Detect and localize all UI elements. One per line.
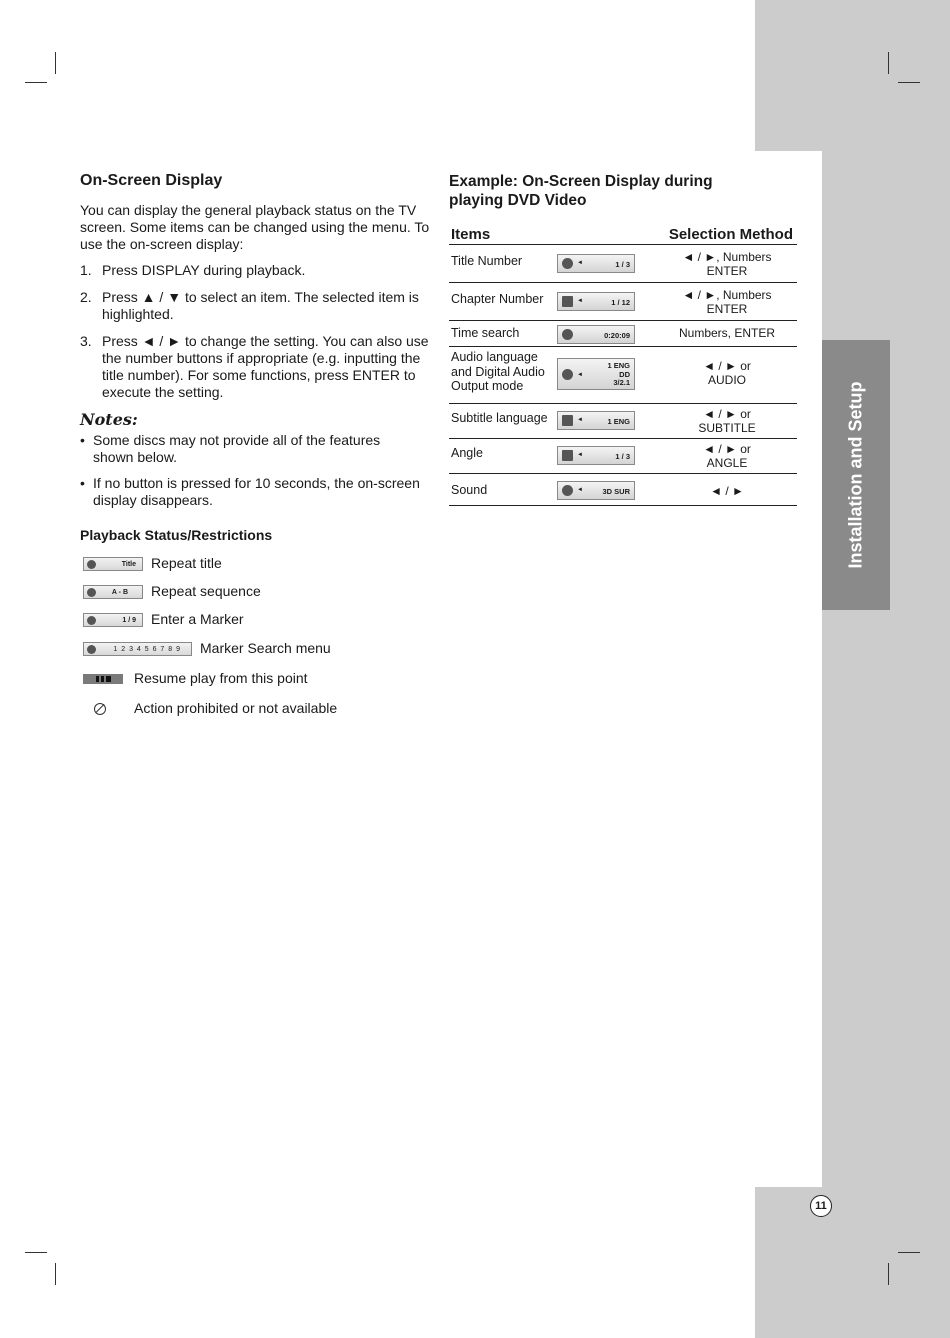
osd-preview: ◄ 1 / 3: [557, 254, 635, 273]
section-title: On-Screen Display: [80, 172, 223, 189]
osd-preview: ◄ 3D SUR: [557, 481, 635, 500]
crop-mark: [888, 1263, 889, 1285]
notes-title: Notes:: [80, 410, 138, 429]
arrow-left-icon: ◄: [577, 260, 583, 266]
step-number: 2.: [80, 289, 92, 305]
marker-search-osd: 1 2 3 4 5 6 7 8 9: [83, 642, 192, 656]
item-name: Subtitle language: [451, 411, 548, 425]
table-row: [449, 283, 797, 321]
status-section-title: Playback Status/Restrictions: [80, 527, 273, 543]
table-row: [449, 439, 797, 474]
selection-method: Numbers, ENTER: [678, 326, 776, 340]
prohibited-icon: [94, 703, 106, 715]
crop-mark: [25, 82, 47, 83]
osd-preview: ◄ 1 ENG DD 3/2.1: [557, 358, 635, 390]
step-text: Press DISPLAY during playback.: [102, 262, 306, 278]
step-text: Press ▲ / ▼ to select an item. The selected item is highlighted.: [102, 289, 419, 322]
arrow-left-icon: ◄: [577, 417, 583, 423]
crop-mark: [55, 52, 56, 74]
note-item: [80, 475, 420, 509]
section-tab-label: Installation and Setup: [845, 381, 866, 569]
chapter-icon: [562, 296, 573, 307]
step-text: Press ◄ / ► to change the setting. You can also use the number buttons if appropriate (e.g. inputting the title number). For some functions, press ENTER to execute the setting.: [102, 333, 429, 400]
crop-mark: [55, 1263, 56, 1285]
table-header: [449, 226, 797, 245]
column-header-method: Selection Method: [668, 226, 793, 243]
status-label: Resume play from this point: [134, 670, 308, 686]
selection-method: ◄ / ►, Numbers ENTER: [682, 288, 772, 316]
osd-preview: ◄ 1 / 12: [557, 292, 635, 311]
section-tab: [822, 340, 890, 610]
step-number: 1.: [80, 262, 92, 278]
resume-icon: [83, 674, 123, 684]
gray-margin-bottom: [755, 1187, 950, 1338]
audio-icon: [562, 369, 573, 380]
selection-method: ◄ / ► or ANGLE: [703, 442, 751, 470]
marker-icon: [87, 616, 96, 625]
repeat-icon: [87, 560, 96, 569]
repeat-icon: [87, 588, 96, 597]
step-item: [80, 262, 430, 279]
note-text: If no button is pressed for 10 seconds, the on-screen display disappears.: [93, 475, 420, 508]
gray-margin-right: [822, 0, 950, 1338]
selection-method: ◄ / ►: [710, 484, 744, 498]
selection-method: ◄ / ►, Numbers ENTER: [682, 250, 772, 278]
arrow-left-icon: ◄: [577, 298, 583, 304]
osd-preview: ◄ 1 / 3: [557, 446, 635, 465]
status-label: Action prohibited or not available: [134, 700, 338, 716]
status-label: Repeat sequence: [151, 583, 261, 599]
search-icon: [87, 645, 96, 654]
subtitle-icon: [562, 415, 573, 426]
osd-preview: ◄ 1 ENG: [557, 411, 635, 430]
osd-preview: 0:20:09: [557, 325, 635, 344]
table-row: [449, 404, 797, 439]
status-label: Enter a Marker: [151, 611, 244, 627]
repeat-ab-osd: A - B: [83, 585, 143, 599]
notes-list: [80, 432, 420, 518]
item-name: Title Number: [451, 254, 523, 268]
arrow-left-icon: ◄: [577, 487, 583, 493]
item-name: Chapter Number: [451, 292, 544, 306]
repeat-title-osd: Title: [83, 557, 143, 571]
crop-mark: [25, 1252, 47, 1253]
item-name: Sound: [451, 483, 488, 497]
note-text: Some discs may not provide all of the features shown below.: [93, 432, 381, 465]
step-item: [80, 333, 430, 401]
status-label: Marker Search menu: [200, 640, 331, 656]
item-name: Time search: [451, 326, 520, 340]
title-icon: [562, 258, 573, 269]
crop-mark: [898, 1252, 920, 1253]
page-number: 11: [810, 1195, 832, 1217]
step-number: 3.: [80, 333, 92, 349]
angle-icon: [562, 450, 573, 461]
column-header-items: Items: [451, 226, 491, 243]
item-name: Audio language and Digital Audio Output mode: [451, 350, 545, 393]
sound-icon: [562, 485, 573, 496]
crop-mark: [888, 52, 889, 74]
step-item: [80, 289, 430, 323]
note-item: [80, 432, 420, 466]
table-row: [449, 245, 797, 283]
selection-method: ◄ / ► or AUDIO: [703, 359, 751, 387]
status-label: Repeat title: [151, 555, 222, 571]
item-name: Angle: [451, 446, 483, 460]
steps-list: [80, 262, 430, 411]
clock-icon: [562, 329, 573, 340]
table-row: [449, 321, 797, 347]
marker-osd: 1 / 9: [83, 613, 143, 627]
selection-method: ◄ / ► or SUBTITLE: [698, 407, 756, 435]
arrow-left-icon: ◄: [577, 452, 583, 458]
table-row: [449, 347, 797, 404]
table-row: [449, 474, 797, 506]
bullet-icon: •: [80, 432, 85, 448]
crop-mark: [898, 82, 920, 83]
intro-paragraph: You can display the general playback status on the TV screen. Some items can be changed using the menu. To use the on-screen display:: [80, 202, 430, 252]
example-title: Example: On-Screen Display during playing DVD Video: [449, 173, 713, 209]
arrow-left-icon: ◄: [577, 372, 583, 378]
bullet-icon: •: [80, 475, 85, 491]
